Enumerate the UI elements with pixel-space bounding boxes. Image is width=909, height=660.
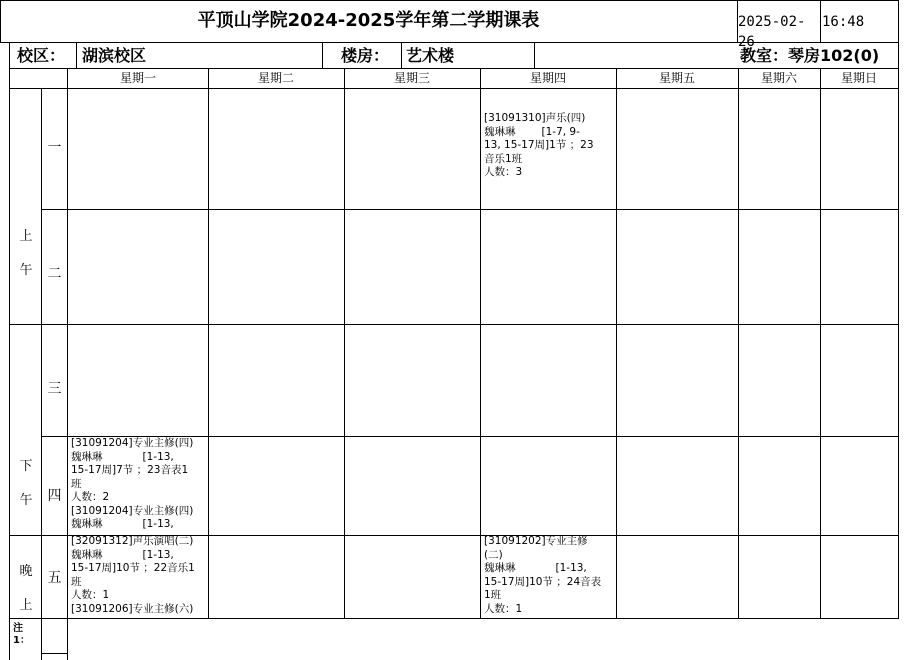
course-entry [71,535,205,603]
period-4: 四 [47,488,62,504]
grid-line [208,68,209,618]
course-name: [31091310]声乐(四) [484,112,586,124]
course-schedule: 15-17周]7节 ；23音表1 班 [71,464,189,490]
period-2: 二 [47,266,62,282]
grid-line [9,42,10,660]
course-weeks: [1-13, [555,562,587,574]
grid-line [534,42,535,68]
course-schedule: 15-17周]10节 ；22音乐1 班 [71,562,195,588]
grid-line [737,0,738,42]
grid-line [67,68,68,660]
teacher-name: 魏琳琳 [71,548,103,561]
student-count: 人数：1 [484,602,523,615]
course-weeks: [1-13, [142,548,174,561]
section-afternoon: 下 午 [19,459,33,508]
course-weeks: [1-13, [142,450,174,463]
grid-line [0,42,899,43]
student-count: 人数：1 [71,589,110,601]
day-header-sun: 星期日 [840,71,877,85]
grid-line [322,42,323,68]
grid-line [9,618,899,619]
grid-line [9,68,899,69]
section-morning: 上 午 [19,229,33,278]
course-entry [484,535,613,616]
classroom-label: 教室：琴房102(0) [740,46,880,65]
campus-value: 湖滨校区 [82,46,147,65]
grid-line [820,68,821,618]
grid-line [9,535,899,536]
day-header-sat: 星期六 [760,71,797,85]
grid-line [9,324,899,325]
grid-line [76,42,77,68]
period-1: 一 [47,140,62,156]
grid-line [820,0,821,42]
day-header-thu: 星期四 [529,71,566,85]
course-weeks: [1-7, 9- [541,125,580,138]
grid-line [41,209,899,210]
teacher-name: 魏琳琳 [71,450,103,463]
grid-line [898,0,899,618]
grid-line [616,68,617,618]
course-entry [71,437,205,505]
course-name: [31091202]专业主修 (二) [484,535,588,561]
print-time: 16:48 [822,14,865,30]
cell-mon-period4 [68,435,208,535]
grid-line [344,68,345,618]
course-schedule: 13, 15-17周]1节 ；23 音乐1班 [484,139,594,165]
grid-line [41,436,899,437]
cell-thu-period1 [481,110,616,208]
teacher-name: 魏琳琳 [71,518,103,530]
course-name: [31091204]专业主修(四) [71,504,194,517]
grid-line [480,68,481,618]
note-label: 注 1： [13,623,30,646]
grid-line [401,42,402,68]
period-3: 三 [47,381,62,397]
cell-mon-period5 [68,533,208,618]
day-header-fri: 星期五 [658,71,695,85]
day-header-tue: 星期二 [257,71,294,85]
grid-line [0,0,1,42]
period-5: 五 [47,570,62,586]
day-header-mon: 星期一 [119,71,156,85]
course-schedule: 15-17周]10节 ；24音表 1班 [484,575,602,601]
student-count: 人数：3 [484,166,523,178]
teacher-name: 魏琳琳 [484,125,516,138]
course-name: [31091206]专业主修(六) [71,602,194,615]
grid-line [41,653,68,654]
grid-line [41,88,42,660]
course-name: [32091312]声乐演唱(二) [71,535,194,547]
building-label: 楼房： [341,46,390,65]
section-evening: 晚 上 [19,564,33,613]
course-entry [484,112,613,180]
course-entry [71,603,205,617]
building-value: 艺术楼 [406,46,455,65]
teacher-name: 魏琳琳 [484,562,516,574]
page-title: 平顶山学院2024-2025学年第二学期课表 [197,10,540,31]
course-entry [71,505,205,532]
day-header-wed: 星期三 [393,71,430,85]
grid-line [738,68,739,618]
campus-label: 校区： [17,46,66,65]
course-weeks: [1-13, [142,518,174,530]
course-name: [31091204]专业主修(四) [71,437,194,449]
print-date: 2025-02-26 [738,14,806,50]
cell-thu-period5 [481,533,616,618]
grid-line [9,88,899,89]
student-count: 人数：2 [71,491,110,503]
grid-line [0,0,899,1]
